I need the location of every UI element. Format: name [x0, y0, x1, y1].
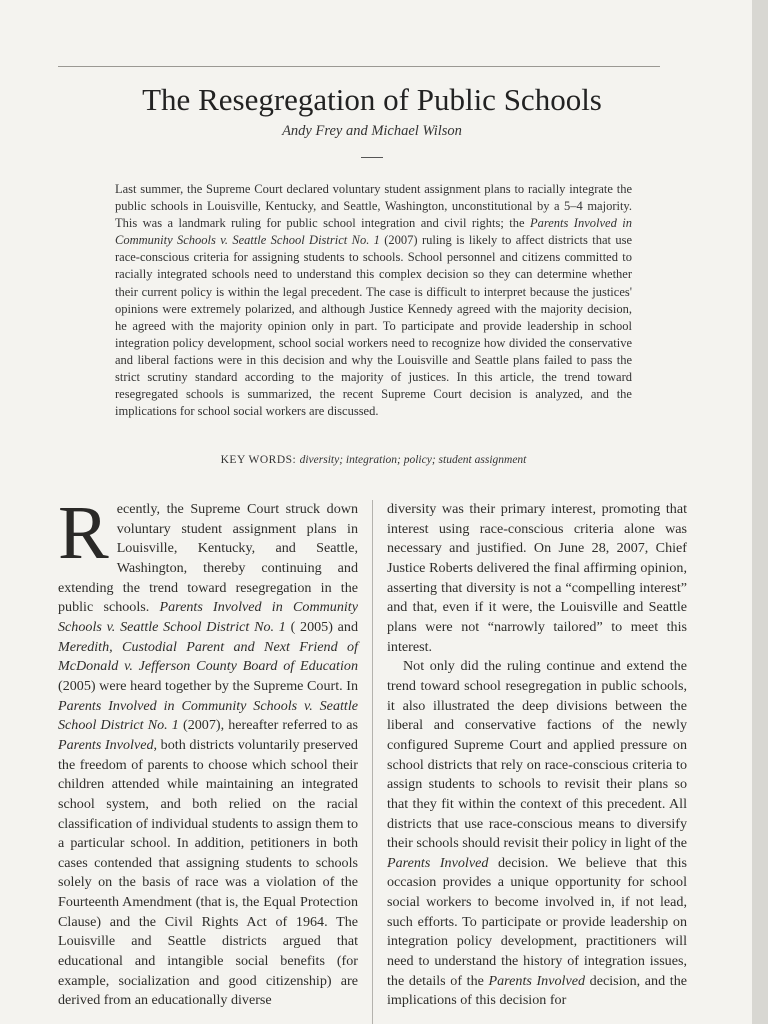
drop-cap: R: [58, 491, 109, 575]
page-edge: [752, 0, 768, 1024]
body-text: , both districts voluntarily preserved the freedom of parents to choose which school their children attended while maintaining an integrated school system, and both relied on the racial classification of individual students to assign them to a particular school. In addition, petitioners in both cases contended that assigning students to schools solely on the basis of race was a violation of the Fourteenth Amendment (that is, the Equal Protection Clause) and the Civil Rights Act of 1964. The Louisville and Seattle districts argued that educational and intangible social benefits (for example, socialization and good citizenship) are derived from an educationally diverse: [58, 736, 358, 1009]
case-short-name: Parents Involved: [387, 854, 489, 871]
body-paragraph: [387, 657, 687, 1011]
body-text: (2007), hereafter referred to as: [178, 717, 358, 734]
case-citation: Meredith, Custodial Parent and Next Friend of McDonald v. Jefferson County Board of Education: [58, 638, 358, 675]
body-column-left: [58, 491, 358, 1011]
body-text: decision. We believe that this occasion provides a unique opportunity for school social workers to become involved in, if not lead, such efforts. To participate or provide leadership on integration policy development, practitioners will need to understand the history of integration issues, the details of the: [387, 854, 687, 989]
keywords-terms: diversity; integration; policy; student assignment: [299, 454, 527, 466]
body-text: decision, and the implications of this decision for: [387, 972, 687, 1009]
body-paragraph: diversity was their primary interest, promoting that interest using race-conscious criteria alone was necessary and justified. On June 28, 2007, Chief Justice Roberts delivered the final affirming opinion, asserting that diversity is not a “compelling interest” and that, even if it were, the Louisville and Seattle plans were not “narrowly tailored” to meet this interest.: [387, 501, 687, 655]
article-authors: Andy Frey and Michael Wilson: [282, 123, 462, 139]
case-citation: Parents Involved in Community Schools v. Seattle School District No. 1: [58, 697, 358, 734]
body-paragraph: [58, 491, 358, 1011]
case-citation: Parents Involved in Community Schools v. Seattle School District No. 1: [115, 216, 632, 248]
column-divider: [372, 500, 373, 1024]
abstract: [115, 181, 632, 420]
body-text: Not only did the ruling continue and extend the trend toward school resegregation in public schools, it also illustrated the deep divisions between the liberal and conservative factions of the newly configured Supreme Court and applied pressure on school districts that rely on race-conscious criteria to assign students to schools to revisit their plans so that they fit within the context of this precedent. All districts that use race-conscious means to diversify their schools should revisit their policy in light of the: [387, 658, 687, 852]
title-divider: [361, 157, 383, 158]
body-text: (2005) were heard together by the Supreme Court. In: [58, 677, 358, 694]
keywords-label: KEY WORDS:: [220, 454, 300, 466]
abstract-paragraph: [115, 181, 632, 420]
abstract-text: Last summer, the Supreme Court declared voluntary student assignment plans to racially integrate the public schools in Louisville, Kentucky, and Seattle, Washington, unconstitutional by a 5–4 majority. This was a landmark ruling for public school integration and civil rights; the: [115, 182, 632, 231]
body-column-right: [387, 500, 687, 1011]
case-citation: Parents Involved in Community Schools v. Seattle School District No. 1: [58, 599, 358, 635]
case-short-name: Parents Involved: [58, 736, 154, 753]
article-title: The Resegregation of Public Schools: [142, 82, 602, 117]
body-text: ecently, the Supreme Court struck down voluntary student assignment plans in Louisville, Kentucky, and Seattle, Washington, thereby continuing and extending the trend toward resegregation in the public schools.: [58, 501, 358, 616]
body-text: ( 2005) and: [285, 618, 358, 635]
abstract-text: (2007) ruling is likely to affect districts that use race-conscious criteria for assigning students to schools. School personnel and citizens committed to racially integrated schools need to understand this complex decision so they can determine whether their current policy is within the legal precedent. The case is difficult to interpret because the justices' opinions were extremely polarized, and although Justice Kennedy agreed with the majority decision, he agreed with the majority opinion only in part. To participate and provide leadership in school integration policy development, school social workers need to recognize how divided the conservative and liberal factions were in this decision and why the Louisville and Seattle plans failed to pass the strict scrutiny standard according to the majority of justices. In this article, the trend toward resegregated schools is summarized, the recent Supreme Court decision is analyzed, and the implications for school social workers are discussed.: [115, 233, 632, 419]
top-rule: [58, 66, 660, 67]
keywords: [115, 454, 632, 466]
case-short-name: Parents Involved: [488, 972, 586, 989]
